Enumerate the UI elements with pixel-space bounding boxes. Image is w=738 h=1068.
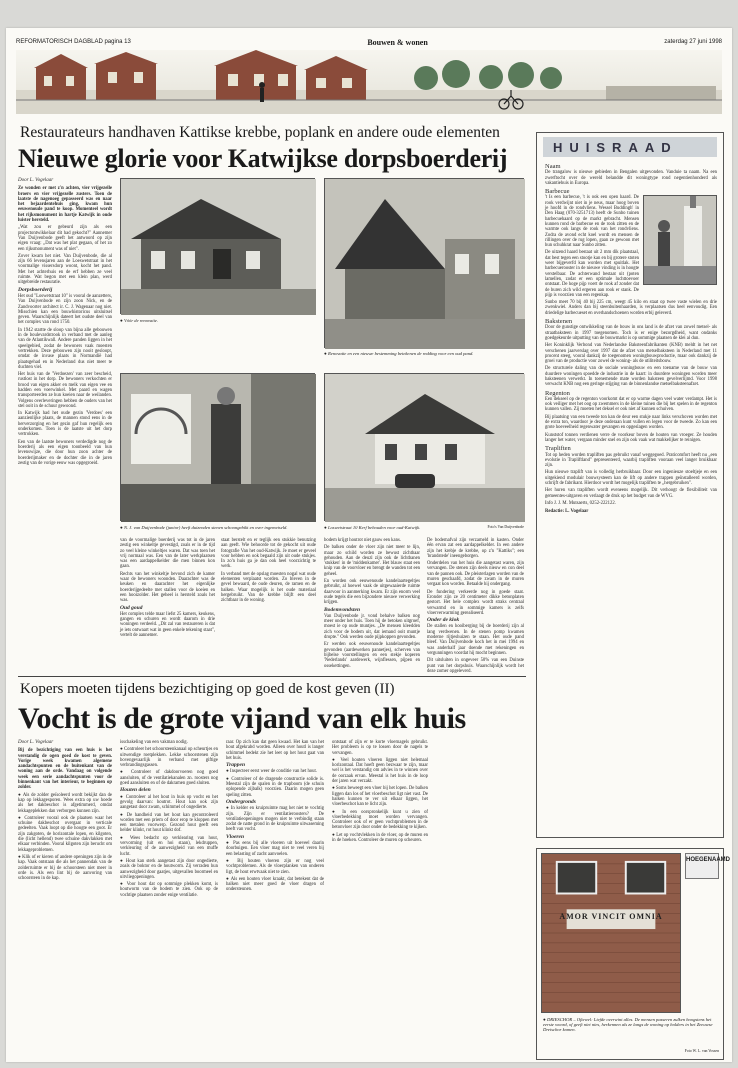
subheading: Oud goud: [120, 604, 143, 611]
subheading: Onder de klok: [427, 617, 460, 624]
paragraph: ● Controleer vooral ook de plaatsen waar het schuine dakbeschot overgaat in verticale gedeelten. Vaak loopt op die hoogte een goot. Er zijn zakgoten, de horizontale lopen, en kilgoten, die (licht hellend) twee schuine dakvlakken met elkaar verbinden. Vooral kilgoten zijn berucht om lekkageproblemen.: [18, 815, 112, 853]
paragraph: van de voormalige boerderij was tot in de jaren zestig een winkeltje gevestigd, zoals er in de tijd zo veel kleine winkeltjes waren. Dat was toen het vrij normaal was. Een van de later werkplaatsen was een aardappelkelder die men binnen kon gaan.: [120, 538, 215, 570]
article1-col5: [324, 538, 420, 670]
huisraad-sidebar: [536, 132, 724, 838]
photo-caption: ● DRIESCHOR – Oftewel: Liefde overwint alles. De mensen passeren zulken hoogstens het eerste woord, of geeft niet nies, herkennen als ze langs de woning op holders in het Zeeuwse Dreischor komen.: [543, 1017, 713, 1033]
paragraph: De structurele daling van de sociale woningbouw en een toename van de bouw van duurdere woningen spoedde de industrie in de kaart: in duurdere woningen worden meer baksteenen verwerkt. In toenemende mate worden baksteen gevelverlijmd. Voor 1998 verwacht KNB nog een geringe stijging van de binnenlandse metselbaksteenafzet.: [545, 366, 717, 388]
subheading: Naam: [545, 163, 561, 170]
paragraph: ● Let op vochtvlekken in de vloer, op de muren en in de hoeken. Controleer de muren op scheuren.: [332, 832, 428, 844]
hoegenaamd-box: [536, 848, 731, 1060]
article1-col1: [18, 178, 112, 668]
paragraph: ● In een oorspronkelijk kunt u zien of vloerbedekking moet worden vervangen. Controleer ook of er geen vochtproblemen in de betonvloer zijn door onder de bedekking te kijken.: [332, 809, 428, 831]
paragraph: In 1942 startte de sloop van bijna alle gebouwen in de boulevardstrook in verband met de aanleg van de Atlantikwall. Andere panden liggen in het speelgebied, zodat de bewoners vaak moesten vertrekken. Deze gebouwen zijn nooit gesloopt, omdat de invase plaats in Normandië had plaatsgehad en in Nederland dus niet meer te duchten viel.: [18, 327, 112, 370]
paragraph: ● Als de zolder geïsoleerd wordt bekijkt dan de kap op lekkagesporen. Wees extra op uw hoede als het dakbeschot is afgetimmerd, omdat lekkageplekken dan verborgen kunnen zijn.: [18, 792, 112, 814]
paragraph: De trangalow is nieuwe gebieden in Bengalen uitgevonden. Vanduie ta naam. Na een zwerftocht over de wereld belandde dit woningtype rond negentienhonderd als vakantiehuis in Europa.: [545, 170, 717, 186]
photo-brick-facade: [541, 853, 681, 1013]
paragraph: ● Klik of er kieren of andere openingen zijn in de kap. Vaak ontstaan die als het pannendak van de zolderruimte er bij de schoorsteen niet meer in orde is. Als een lint bij de aanvoring van schoorsteen in de kap.: [18, 854, 112, 882]
subheading: Trappen: [226, 762, 246, 769]
photo-caption: ● Loswetstraat 10 Kerf behouden voor oud-Katwijk.: [324, 525, 421, 530]
subheading: Trapliften: [545, 445, 571, 453]
paragraph: ● De handheid van het hout kan gecontroleerd worden met een priem of door erop te kloppen met een metalen voorwerp. Gezond hout geeft een helder klinkt, rot hout klinkt dof.: [120, 812, 218, 834]
section-banner: [16, 50, 722, 114]
paragraph: bodem krijgt houtrot niet gauw een kans.: [324, 538, 401, 543]
sidebar-column: [545, 161, 717, 833]
issue-date: zaterdag 27 juni 1998: [664, 39, 722, 45]
paragraph: ● Veel houten vloeren liggen niet helemaal horizontaal. Dat hoeft geen bezwaar te zijn, maar wel is het verstandig om advies in te winnen over de oorzaak ervan. Meestal is het huis in de loop der jaren wat verzakt.: [332, 757, 428, 785]
photo-street-facade: [324, 373, 524, 521]
paragraph: Rechts van het winkeltje bevond zich de kamer waar de bewoners woonden. Daarachter was de keuken en daarachter het eigenlijke boerderijgedeelte met stallen voor de koeien en een hooizolder. Het geheel is hersteld zoals het was.: [120, 571, 215, 604]
paragraph: De bodemafval zijn verzameld in kasten. Onder één ervan zat een aardappelkelder. In een andere zijn het krebje de krebbe, op z'n "Kattiks"; een 'brandstede' ineengeborgen.: [427, 538, 524, 559]
paragraph: Er werden ook eeuwenoude kandelaartegeltjes gevonden (aardewerken pannetjes), scherven van bijbelse voorstellingen en een stekje koperen 'Nederlands' aardewerk, wijnflessen, pijpen en ossekettingen.: [324, 642, 420, 669]
paragraph: In verband met de opslag moesten nogal wat oude elementen verplaatst worden. Zo bleven in de gevel bewaard, de oude deuren, de ramen en de balken. Waar mogelijk is het oude materiaal hergebruikt. Van de krebbe blijft een deel zichtbaar in de woning.: [221, 571, 316, 604]
subheading: Vloeren: [226, 833, 245, 840]
paragraph: ● Wees bedacht op verklearing van hout, vervorming (uit en hoi staan), lekdruppen, verkleuring of de aanwezigheid van een muffe lucht.: [120, 835, 219, 857]
page-header: [16, 36, 722, 48]
paragraph: En worden ook eeuwenoude kandelaartegeltjes gebruikt, al hoewel vaak de uitgewaaierde ruimte daarvoor in aanmerking kwam. Er zijn enorm veel oude tegels die een bijzondere nieuwe verwerking krijgen.: [324, 579, 420, 606]
subheading: Ondergronds: [226, 798, 256, 805]
subheading: Houten delen: [120, 787, 151, 794]
sidebar-title: HUISRAAD: [543, 137, 717, 157]
paragraph: ● Inspecteer eerst weer de conditie van het hout.: [226, 769, 317, 775]
photo-credit: Foto W. L. van Vossen: [684, 1049, 719, 1053]
paragraph: staat berstelt en er teglijk een stukkie benutzing aan geeft. Wie behoorde tot de gekocht uit oude fotografie Van het oud-Katwijk. Je moet er geveel voor hebben en ook begaald zijn uit oude stukjes. In zo'n huis ga je dan ook heel voorzichtig te werk.: [221, 538, 316, 570]
paragraph: Een dekseel op de regenton voorkomt dat er op warme dagen veel water verdampt. Het is ook veiliger met het oog op zwemmers in de kleine tuinen die bij het spelen in de regenton kunnen vallen. Zij moeten het deksel er ook niet af kunnen schuiven.: [545, 396, 717, 413]
photo-caption: ● Vóór de renovatie.: [120, 318, 159, 323]
hoegenaamd-badge: HOEGENAAMD: [685, 853, 719, 879]
paragraph: Kunststof tonnen verdienen verre de voorkeur boven de houten van vroeger. Ze houden langer het water, vergaan minder snel en zijn ook vaak wat makkelijker te reinigen.: [545, 432, 717, 443]
paragraph: De fundering verkeerde nog in goede staat. Eronder zijn ze 20 centimeter dikke betonplaten gestort. Het hele complex wordt straks centraal verwarmd en in sommige kamers is zelfs vloerverwarming gerealiseerd.: [427, 589, 524, 616]
article1-col4: [221, 538, 316, 670]
photo-caption: ● N. J. van Duijvenbode (junior) heeft duizenden stenen schoongebikt en over ingemetseld.: [120, 525, 288, 530]
wall-sign: AMOR VINCIT OMNIA: [559, 912, 663, 921]
subheading: Barbecue: [545, 188, 570, 196]
paragraph: De balken onder de vloer zijn niet meer te lijn, maar zo schild worden ze bewust zichtbaar gehouden. Aan de deuzl zijn ook de lichtbanen 'stukken' in de 'middenkamer'. Het blauw staat een knip van de voorvloer en brengt de wanden tot een geheel.: [324, 545, 420, 577]
article1-kicker: Restaurateurs handhaven Kattikse krebbe, poplank en andere oude elementen: [20, 124, 500, 141]
paragraph: Dit uitsluiten in ongeveer 50% van een Duinste punt van het dorpshuis. Waarschijnlijk wordt het deze zomer opgeleverd.: [427, 658, 524, 674]
article1-headline: Nieuwe glorie voor Katwijkse dorpsboerderij: [18, 144, 508, 173]
paragraph: Een van de laatste bewoners verdedigde nog de boerderij als een eigen toonbeeld van hun levenswijze, die door hun zoon achter de boerderijmaker en de dochter die in de jaren zestig van de vorige eeuw was opgegroeid.: [18, 439, 112, 466]
subheading: Bodemvondsten: [324, 606, 361, 613]
lead-paragraph: Bij de bezichtiging van een huis is het verstandig de ogen goed de kost te geven. Vorige week kwamen algemene aandachtspunten en de buitenkant van de woning aan de orde. Vandaag on volgende week een serie aandachtspunten voor de binnenkant van het interieur, te beginnen op zolder.: [18, 748, 112, 791]
paragraph: Door de gunstige ontwikkeling van de bouw in ons land is de afzet van zowel metsel- als straatbaksteen in 1997 toegenomen. Toch is er enige bezorgdheid, want ondanks goedgekeurde uitputting van de bouwmarkt is op sommige plaatsen de klei al dun.: [545, 325, 717, 341]
photo-renovation: [324, 178, 524, 348]
subheading: Regenton: [545, 389, 570, 397]
paragraph: Het Koninklijk Verbond van Nederlandse Baksteenfabrikanten (KNB) meldt in het net verschenen jaarverslag over 1997 dat de afzet van metselbaksteen in Nederland met 11 procent steeg, vooral dankzij de toegenomen woningbouwproductie, maar ook dankzij de groei van de productie voor zowel de woning- als de utiliteitsbouw.: [545, 343, 717, 365]
byline: Door L. Vogelaar: [18, 740, 54, 745]
paper-name: REFORMATORISCH DAGBLAD pagina 13: [16, 39, 131, 45]
paragraph: Van Duijvenbode jr. vond behalve balken nog meer onder het huis. Toen hij de betoken uitgroef, moest ie op oude muntjes. „De mensen kleedden zich voor de bodem uit, dat iemand ooit muntje dropte." Ook werden oude pijpkoppen gevonden.: [324, 613, 420, 641]
paragraph: ● Soms beweegt een vloer bij het lopen. De balken liggen dan los of het vloerbeschot ligt niet vast. De balken kunnen te ver uit elkaar liggen, het vloerbeschot kan te licht zijn.: [332, 786, 428, 808]
article1-col3: [120, 538, 215, 670]
paragraph: raar. Op zich kan dat geen kwaad. Het kan van het hout afgekrabd worden. Alleen over houtl is langer schimmel bedekt zie het leet op het hout gaat van het huis.: [226, 740, 324, 761]
photo-credit: Foto's Van Duijvenbode: [487, 525, 524, 529]
paragraph: ● Controleer het schoorsteenkanaal op scheurtjes en uitwendige roetplekken. Lekke schoorstenen zijn bovengevaarlijk in verband met giftige verbrandingsgassen.: [120, 747, 218, 769]
paragraph: isschakeling van een vakman nodig.: [120, 740, 188, 745]
article2-kicker: Kopers moeten tijdens bezichtiging op goed de kost geven (II): [20, 681, 395, 697]
article2-headline: Vocht is de grote vijand van elk huis: [18, 702, 466, 735]
paragraph: De uitzend haard bestaat uit 2 mm dik plaatstaal, dat best tegen een stootje kan en bij grotere stoten weer bijgeverfd kan worden met spuitlak. Het barbecuerooster in de nieuwe vinding is in hoogte verstelbaar. De achterwand bestaat uit (poten lamellen, zodat er een optimale luchttoevoer ontstaat. De hoge pijp voert de rook af zonder dat de buren zich wild ergeren aan rook er stank. De pijp is voorzien van een regenkap.: [545, 250, 639, 298]
article2-col2: [120, 740, 218, 1040]
street-illustration: [16, 50, 722, 114]
article2-col4: [332, 740, 428, 1040]
paragraph: ● Bij houten vloeren zijn er nog veel vochtproblemen. Als de vloerplanken van onderen ligt, de hout erwtvaak niet te zien.: [226, 858, 324, 875]
paragraph: Het huren van trapliften wordt eveneens mogelijk. Dit verhoogt de flexibiliteit van gemeentes-uitgaven en verlaagt de druk op het budget van de WVG.: [545, 488, 717, 499]
paragraph: Onderdelen van het huis die aangetast waren, zijn vervangen. De stenen zijn deels nieuw en con deel van de pannen ook. De pleisterlagen worden van de muren geschaafd, zodat de zwam in de muren vergaat kon worden. Betaalde hij ondergang.: [427, 561, 524, 588]
paragraph: Zover kwam het niet. Van Duijvenbode, die al zijn 66 levensjaren aan de Loeswetstraat in het voormalige vissersdorp woont, kocht het pand. Met het achterhuis en de erf hebben ze veel ruimte. Wat begon met een klein plan, werd uitgebreide restauratie.: [18, 253, 112, 286]
paragraph: Bij plaatsing van een tweede ton kan de deur een stukje naar links verschoven worden met de extra ton, waardoor je deze onderaan kunt vullen en legen voor de tweede. Zo kan een grote hoeveelheid regenwater gevangen en opgeslagen worden.: [545, 414, 717, 431]
newspaper-page: [6, 28, 732, 1062]
byline: Door L. Vogelaar: [18, 178, 54, 183]
paragraph: ● Controleer of dakdoorvoeren nog goed aansluiten, of de ventilatiekanalen zn. roosters nog goed aansluiten en of de dakramen goed sluiten.: [120, 770, 218, 787]
subheading: Bakstenen: [545, 318, 573, 326]
photo-bricklayer: [120, 373, 315, 521]
paragraph: ● Hout kan sterk aangetast zijn door ongedierte, zoals de boktor en de houtworm. Zij verraden hun aanwezigheid door gaatjes, uitgevallen boormeel en uitvliegopeningen.: [120, 858, 218, 880]
paragraph: ● Voor hout dat op sommige plekken komt, is houtworm van de bodem te zien. Ook op de vochtige plaatsen zonder enige ventilatie.: [120, 882, 218, 898]
lead-paragraph: Ze wonden er met z'n achten, vier vrijgezelle broers en vier vrijgezelle zusters. Toen de laatste de nagenoeg gepasseerd was en naar het bejaardentehuis ging, kwam hun eeuwenoude pand te koop. Momenteel wordt het rijksmonument in hartje Katwijk in oude luister hersteld.: [18, 186, 112, 224]
paragraph: ● Pas eens bij alle vloeren uit hoeveel daarin doorbuigen. Een vloer mag niet te veel veren bij een belasting of zacht aanvoelen.: [226, 841, 324, 857]
paragraph: 't Is een barbecue, 't is ook een open haard. De rook verdwijnt niet in je neus, maar hoog boven je hoofd in de rondvliens. Wessel Buddingh' in Den Haag (070-3251713) heeft de Sunbo tuinen barbecuehaard op de markt gebracht. Mensen kunnen rond de barbecue en de rook zitten en de warmte ook langs de rook van het rondvliens. Zodra de avond echt koel wordt en mensen de rillingen over de rug lopen, gaan ze gewoon met hun schuhkrat naar Sunbo zitten.: [545, 195, 639, 249]
paragraph: Het huis van de 'Verdoezen' van zeer bescheid, rustlost in het dorp. De bewoners verkochten er brood van eigen akker en melk van eigen vee en hadden een voerwinkel. Met paard en wagen transporteerden ze hun koeien naar de weilanden. Volgens overleveringen hebben de ouders van het stel ooit in de schuur gewoond.: [18, 372, 112, 409]
divider: [18, 676, 526, 677]
editor-credit: Redactie: L. Vogelaar: [545, 509, 589, 515]
paragraph: ● Controleer of de dragende constructie solide is. Meestal zijn de spalen in de trapboom (de schuin oplopende zijbalk) voorzien. Daarin mogen geen speling zitten.: [226, 776, 324, 798]
subheading: Dorpsboerderij: [18, 286, 53, 293]
paragraph: ● Als een houten vloer kraakt, dat betekent dat de balken niet meer goed de vloer dragen of ondersteunen.: [226, 876, 325, 893]
paragraph: Het complex telde maar liefst 25 kamers, keukens, gangen en schuren en wordt daarom in drie woningen verdeeld. „Dit zal van restaureren is dat je iets ontwaart wat in geen enkele tekening staat", vertelt de aannemer.: [120, 611, 215, 639]
article2-col1: [18, 740, 112, 1040]
paragraph: Hun nieuwe traplift van is volledig herbruikbaar. Door een ingenieuze stoeltjeje en een uitgekiend modulair bouwsysteem kan de lift op andere trappen geïnstalleerd worden, schrijft de fabrikant. Hierdoor wordt het mogelijk trapliften te „hergebruiken".: [545, 470, 717, 487]
paragraph: ● In kelder en kruipruimte mag het niet te vochtig zijn. Zijn er ventilatieroosters? De ventilatieopeningen mogen niet te verbindig staan zodat de natte grond in de kruipruimte uitwaseming heeft van vocht.: [226, 806, 324, 833]
photo-barbecue: [643, 195, 717, 285]
photo-before-renovation: [120, 178, 315, 314]
paragraph: ● Controleer al het hout in huis op vocht en het gevolg daarvan: houtrot. Hout kan ook zijn aangetast door zwam, schimmel of ongedierte.: [120, 794, 218, 811]
article2-col3: [226, 740, 324, 1040]
paragraph: „Wat zou er gebeurd zijn als een projectontwikkelaar dit had gekocht?" Aannemer Van Duijvenbode geeft het antwoord op zijn eigen vraag: „Dat was het plat gegaan, of het zo een rijksmonument was of niet".: [18, 225, 112, 252]
paragraph: Tot op heden worden trapliften pas gebruikt vanaf weggegoed. Praticomfort heeft nu „een evolutie in Trapliftland" gepresenteerd, waarbij trapliften vooraan veel langer bruikbaar zijn.: [545, 452, 717, 469]
paragraph: De stallen en hooiberging bij de boerderij zijn al lang verdwenen. In de stenen pomp kwamen moderne rijtjeshuizen te staan. Het oude pand bleef. Van Duijvenbode koch het in mei 1994 en was anderhalf jaar doende met rekeningen en vergunningen voordat hij mocht beginnen.: [427, 624, 524, 656]
paragraph: ontstaat of zijn er te korte vloernagels gebruikt. Het probleem is op te lossen door de nagels te vervangen.: [332, 740, 428, 756]
paragraph: In Katwijk had het oude gezin 'Verdoes' een aanzienlijke plaats, de mannen stond eens in de herverzorging en het gezin gaf hun regelijk een onderkomen. Toen is de laatste uit het dorp vertrokken.: [18, 411, 112, 438]
article1-col6: [427, 538, 524, 674]
paragraph: Het oud "Loswetstraat 10" is vooral de aanzetters, Van Duijvenbode en zijn zoon Nick, en de Zandvoorter architect ir. C. J. Wagenaar nog niet. Misschien kan een bouwhistoricus uitsluitsel geven. Waarschijnlijk dateert het oudste deel van het complex van rond 1750.: [18, 293, 112, 326]
paragraph: Sunbo meet 70 bij 40 bij 225 cm, weegt 45 kilo en staat op twee vaste wielen en drie zwenkwiel. Anders dan bij steenbuitenhaarden, is verplaatsen dus heel eenvoudig. Een driedelige barbecueset en overhandschoenen worden erbij geleverd.: [545, 300, 717, 316]
section-title: Bouwen & wonen: [367, 37, 428, 47]
paragraph: Info J. J. M. Mutsaerts, 0252-222122.: [545, 500, 616, 506]
photo-caption: ● Renovatie en een nieuwe bestemming betekenen de redding voor een oud pand.: [324, 351, 474, 356]
